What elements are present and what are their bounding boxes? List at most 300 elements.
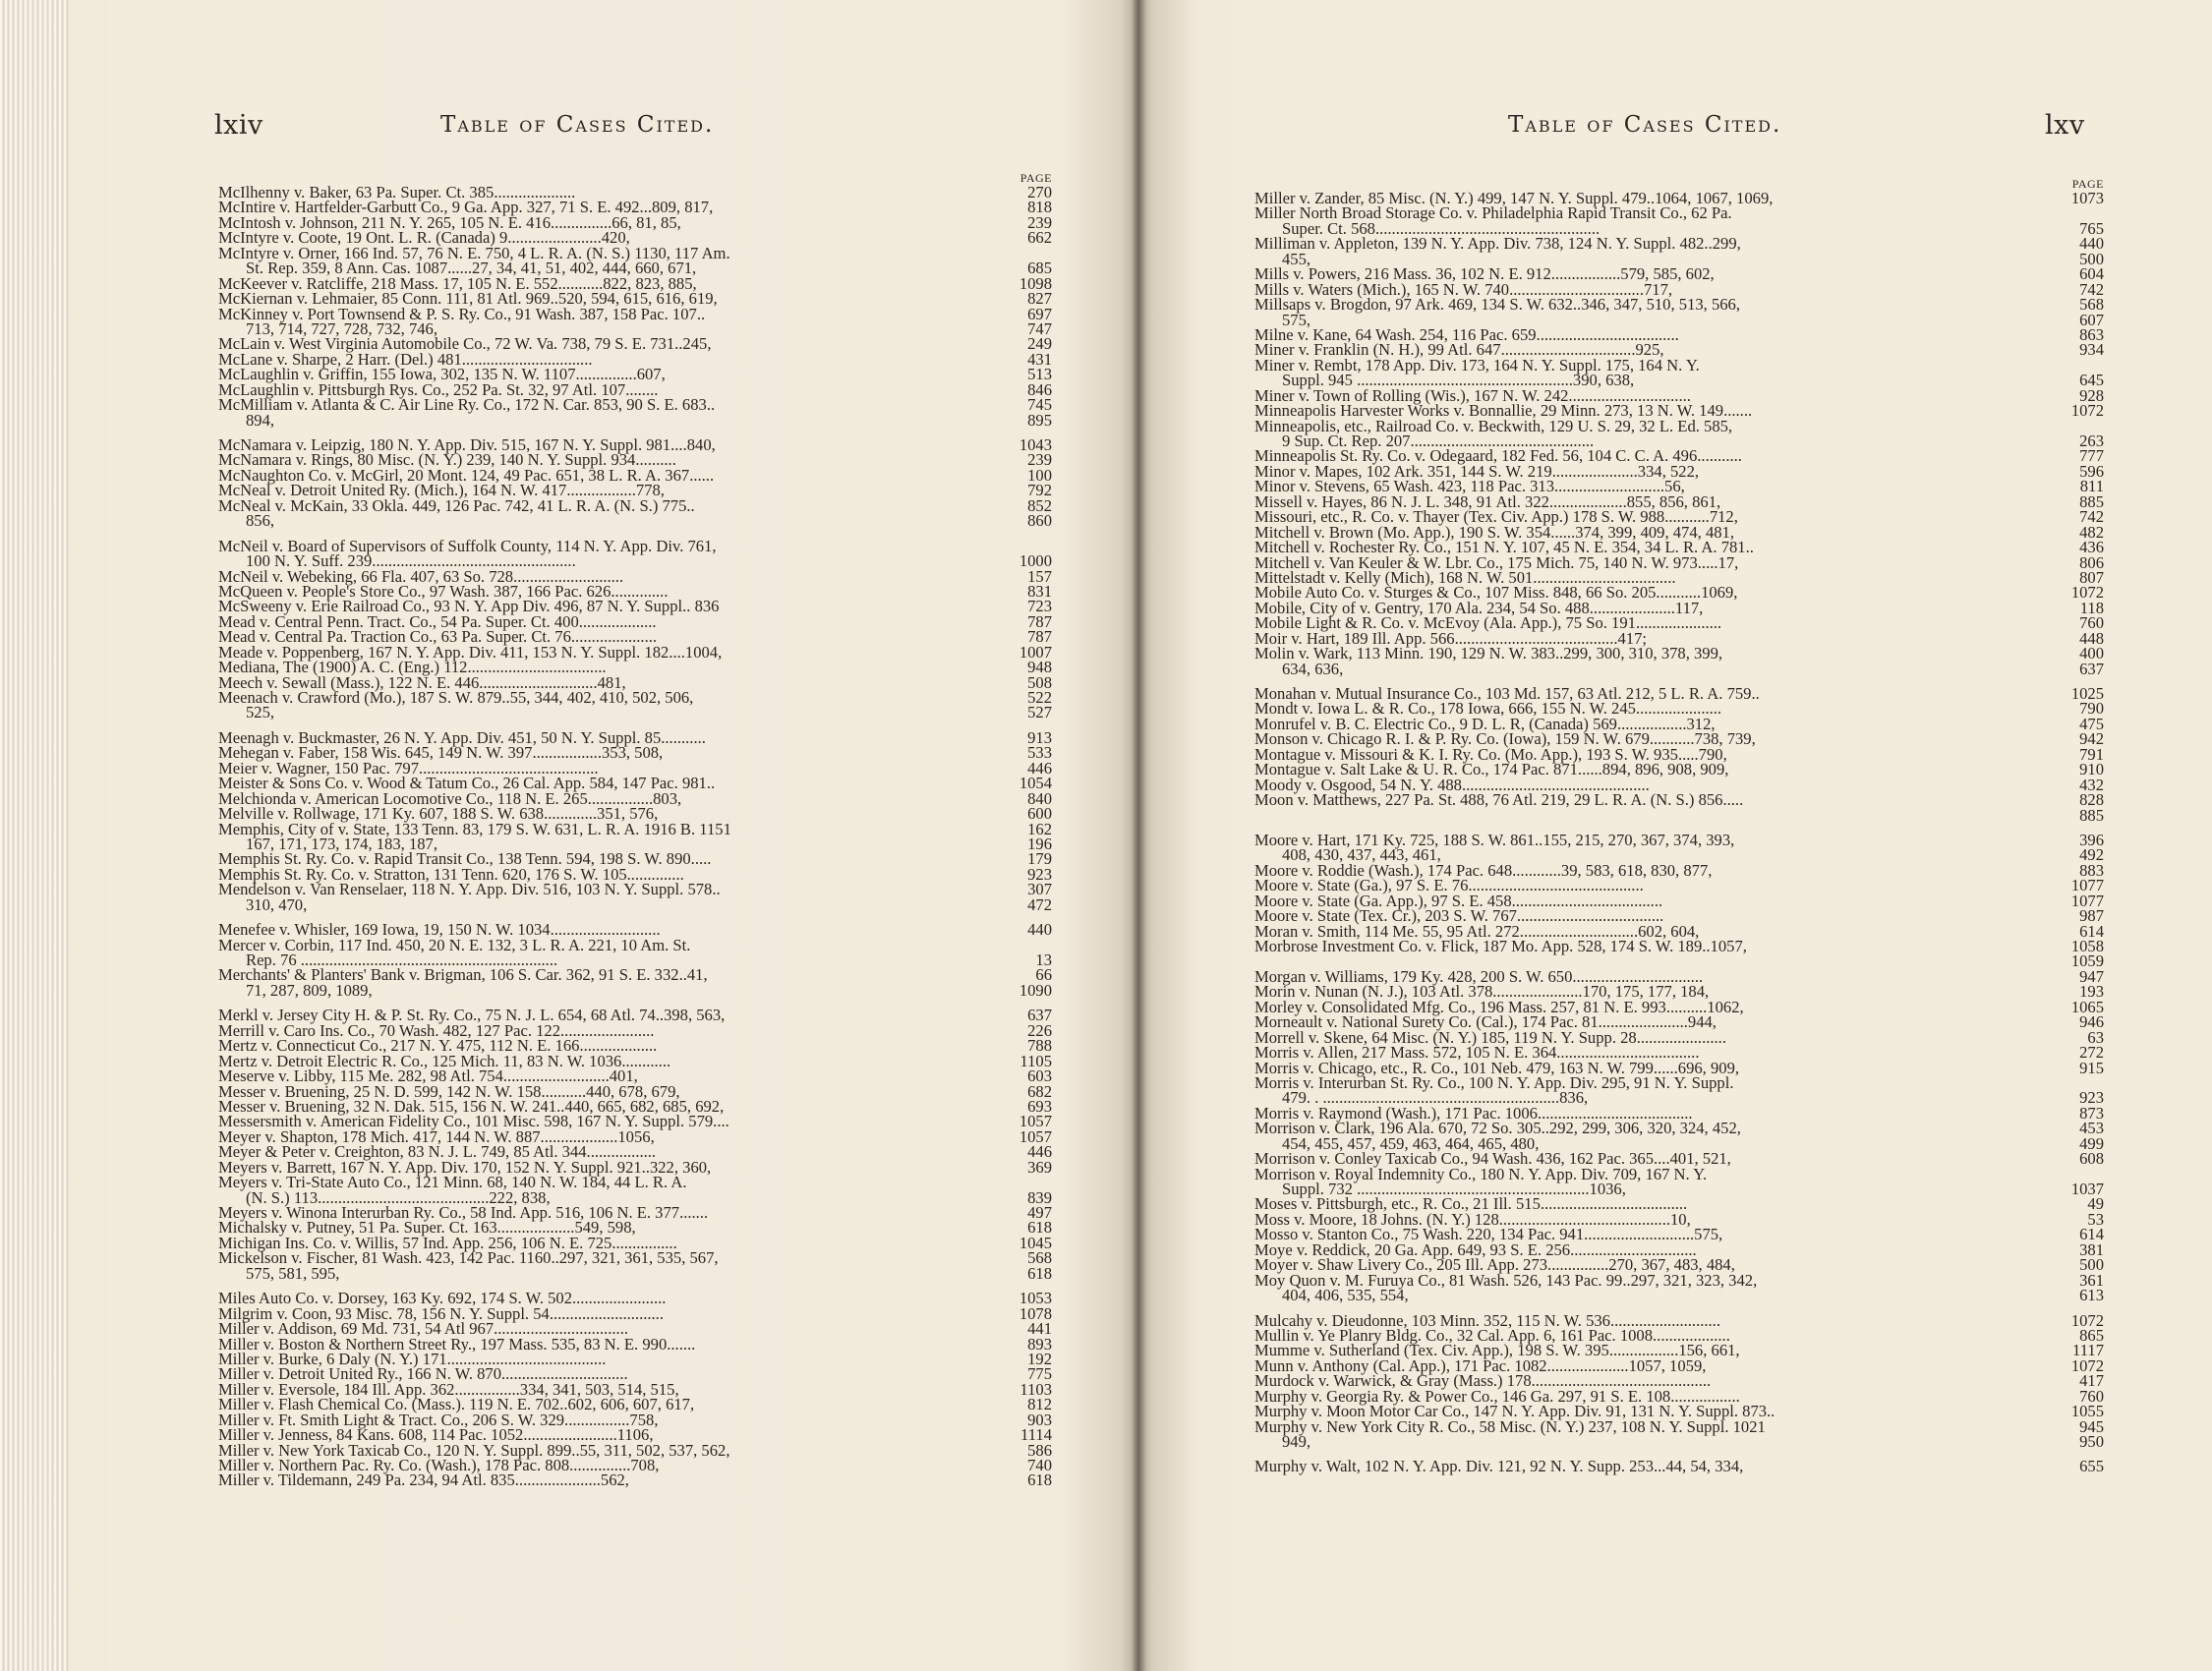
page-edges (0, 0, 69, 1671)
page-reference: 66 (1035, 965, 1052, 985)
case-entry (218, 397, 1052, 428)
page-reference: 533 (1027, 743, 1052, 763)
page-reference: 1025 (2070, 684, 2104, 703)
case-citation: Morris v. Allen, 217 Mass. 572, 105 N. E. 364................................... (1254, 1043, 1700, 1063)
case-citation: 71, 287, 809, 1089, (246, 980, 373, 1000)
case-citation: Miles Auto Co. v. Dorsey, 163 Ky. 692, 174 S. W. 502....................... (218, 1289, 667, 1308)
case-citation: McMilliam v. Atlanta & C. Air Line Ry. Co., 172 N. Car. 853, 90 S. E. 683.. (218, 395, 716, 415)
case-citation: 575, (1282, 310, 1311, 329)
case-citation: McNeal v. McKain, 33 Okla. 449, 126 Pac. 742, 41 L. R. A. (N. S.) 775.. (218, 495, 695, 515)
case-citation: Melville v. Rollwage, 171 Ky. 607, 188 S. W. 638.............351, 576, (218, 804, 659, 824)
page-reference: 950 (2079, 1432, 2104, 1451)
page-reference: 157 (1027, 566, 1052, 586)
page-reference: 500 (2079, 249, 2104, 268)
page-reference: 1065 (2070, 997, 2104, 1016)
page-reference: 432 (2079, 775, 2104, 794)
case-citation: 894, (246, 410, 275, 430)
case-citation: Meyer & Peter v. Creighton, 83 N. J. L. 749, 85 Atl. 344................. (218, 1142, 657, 1162)
case-citation: Murphy v. Moon Motor Car Co., 147 N. Y. App. Div. 91, 131 N. Y. Suppl. 873.. (1254, 1402, 1775, 1421)
case-citation: Moses v. Pittsburgh, etc., R. Co., 21 Ill. 515.................................... (1254, 1194, 1688, 1214)
page-reference: 788 (1027, 1036, 1052, 1056)
case-citation: Miller v. Boston & Northern Street Ry., 197 Mass. 535, 83 N. E. 990....... (218, 1334, 696, 1354)
page-reference: 1058 (2070, 937, 2104, 955)
page-reference: 742 (2079, 507, 2104, 527)
case-line (218, 495, 1052, 515)
page-reference: 604 (2079, 264, 2104, 284)
case-citation: McIlhenny v. Baker, 63 Pa. Super. Ct. 385.................... (218, 183, 576, 202)
page-column-label: PAGE (1019, 171, 1052, 185)
case-citation: Miller v. Northern Pac. Ry. Co. (Wash.), 178 Pac. 808...............708, (218, 1456, 660, 1474)
page-reference: 827 (1027, 289, 1052, 309)
page-reference: 49 (2087, 1194, 2104, 1214)
case-citation: Murphy v. Georgia Ry. & Power Co., 146 Ga. 297, 91 S. E. 108................. (1254, 1386, 1740, 1406)
page-reference: 417 (2079, 1371, 2104, 1391)
case-citation: Meade v. Poppenberg, 167 N. Y. App. Div. 411, 153 N. Y. Suppl. 182....1004, (218, 642, 723, 662)
page-reference: 915 (2079, 1058, 2104, 1077)
page-reference: 400 (2079, 644, 2104, 663)
page-reference: 1090 (1019, 980, 1052, 1000)
page-reference: 745 (1027, 395, 1052, 415)
case-citation: Michigan Ins. Co. v. Willis, 57 Ind. App. 256, 106 N. E. 725................ (218, 1233, 677, 1252)
page-reference: 760 (2079, 613, 2104, 633)
case-citation: Moon v. Matthews, 227 Pa. St. 488, 76 Atl. 219, 29 L. R. A. (N. S.) 856..... (1254, 790, 1744, 810)
page-reference: 1105 (1019, 1051, 1052, 1070)
case-entry (1254, 1164, 2104, 1198)
page-reference: 740 (1027, 1456, 1052, 1474)
page-reference: 655 (2079, 1457, 2104, 1476)
case-citation: Montague v. Missouri & K. I. Ry. Co. (Mo. App.), 193 S. W. 935.....790, (1254, 744, 1727, 764)
case-citation: Milgrim v. Coon, 93 Misc. 78, 156 N. Y. Suppl. 54............................ (218, 1303, 664, 1323)
page-reference: 934 (2079, 340, 2104, 360)
page-reference: 1072 (2070, 1355, 2104, 1375)
case-citation: Memphis St. Ry. Co. v. Rapid Transit Co., 138 Tenn. 594, 198 S. W. 890..... (218, 849, 712, 869)
page-reference: 63 (2087, 1027, 2104, 1047)
case-citation: McNeil v. Board of Supervisors of Suffolk County, 114 N. Y. App. Div. 761, (218, 536, 717, 555)
page-reference: 1077 (2070, 876, 2104, 895)
case-citation: 634, 636, (1282, 659, 1344, 678)
case-line (218, 880, 1052, 899)
case-citation: Minneapolis Harvester Works v. Bonnallie, 29 Minn. 273, 13 N. W. 149....... (1254, 401, 1753, 421)
page-reference: 852 (1027, 495, 1052, 515)
case-citation: Rep. 76 ............................................................... (246, 951, 558, 969)
case-citation: Molin v. Wark, 113 Minn. 190, 129 N. W. 383..299, 300, 310, 378, 399, (1254, 644, 1723, 663)
case-citation: Minor v. Stevens, 65 Wash. 423, 118 Pac. 313...........................56, (1254, 477, 1685, 496)
case-citation: Moore v. Roddie (Wash.), 174 Pac. 648............39, 583, 618, 830, 877, (1254, 860, 1713, 880)
page-reference: 431 (1027, 349, 1052, 369)
case-citation: Miller v. Burke, 6 Daly (N. Y.) 171....................................... (218, 1349, 607, 1368)
page-reference: 508 (1027, 672, 1052, 692)
case-citation: Miner v. Franklin (N. H.), 99 Atl. 647.................................925, (1254, 340, 1664, 360)
page-reference: 1078 (1019, 1303, 1052, 1323)
case-citation: Mediana, The (1900) A. C. (Eng.) 112.................................. (218, 658, 607, 677)
page-reference: 13 (1035, 951, 1052, 969)
case-citation: McNeal v. Detroit United Ry. (Mich.), 164 N. W. 417.................778, (218, 481, 665, 500)
case-citation: McIntyre v. Orner, 166 Ind. 57, 76 N. E. 750, 4 L. R. A. (N. S.) 1130, 117 Am. (218, 243, 730, 262)
case-citation: Meenagh v. Buckmaster, 26 N. Y. App. Div. 451, 50 N. Y. Suppl. 85........... (218, 727, 706, 747)
page-reference: 1007 (1019, 642, 1052, 662)
page-reference: 839 (1027, 1187, 1052, 1207)
case-continuation-line (218, 705, 1052, 720)
case-citation: Moye v. Reddick, 20 Ga. App. 649, 93 S. E. 256............................... (1254, 1239, 1697, 1259)
page-reference: 527 (1027, 703, 1052, 722)
case-citation: Meyers v. Barrett, 167 N. Y. App. Div. 170, 152 N. Y. Suppl. 921..322, 360, (218, 1157, 712, 1177)
case-citation: Munn v. Anthony (Cal. App.), 171 Pac. 1082....................1057, 1059, (1254, 1355, 1707, 1375)
page-reference: 436 (2079, 538, 2104, 557)
page-reference: 272 (2079, 1043, 2104, 1063)
case-entry (218, 1175, 1052, 1205)
case-citation: McNamara v. Rings, 80 Misc. (N. Y.) 239, 140 N. Y. Suppl. 934.......... (218, 450, 676, 470)
case-citation: Mendelson v. Van Renselaer, 118 N. Y. App. Div. 516, 103 N. Y. Suppl. 578.. (218, 880, 721, 899)
page-reference: 307 (1027, 880, 1052, 899)
page-reference: 790 (2079, 699, 2104, 719)
case-entry (1254, 939, 2104, 969)
case-citation: Suppl. 945 .....................................................390, 638, (1282, 371, 1635, 390)
case-citation: Minneapolis, etc., Railroad Co. v. Beckwith, 129 U. S. 29, 32 L. Ed. 585, (1254, 416, 1733, 435)
page-reference: 226 (1027, 1020, 1052, 1040)
page-reference: 603 (1027, 1066, 1052, 1086)
page-reference: 497 (1027, 1203, 1052, 1222)
case-citation: Michalsky v. Putney, 51 Pa. Super. Ct. 163...................549, 598, (218, 1218, 636, 1238)
page-reference: 361 (2079, 1270, 2104, 1290)
page-reference: 568 (1027, 1248, 1052, 1268)
case-line (1254, 939, 2104, 953)
case-line (218, 1470, 1052, 1490)
case-citation: Mickelson v. Fischer, 81 Wash. 423, 142 Pac. 1160..297, 321, 361, 535, 567, (218, 1248, 719, 1268)
page-reference: 873 (2079, 1103, 2104, 1123)
case-list (1254, 177, 2104, 1474)
page-reference: 765 (2079, 218, 2104, 238)
case-citation: Miller North Broad Storage Co. v. Philadelphia Rapid Transit Co., 62 Pa. (1254, 203, 1732, 223)
page-reference: 440 (1027, 920, 1052, 940)
case-citation: Miller v. Addison, 69 Md. 731, 54 Atl 967................................. (218, 1319, 629, 1339)
case-citation: Monson v. Chicago R. I. & P. Ry. Co. (Iowa), 159 N. W. 679...........738, 739, (1254, 729, 1756, 749)
page-reference: 475 (2079, 714, 2104, 733)
case-citation: McIntyre v. Coote, 19 Ont. L. R. (Canada) 9.......................420, (218, 228, 630, 248)
right-page (1138, 0, 2212, 1671)
case-citation: McIntire v. Hartfelder-Garbutt Co., 9 Ga. App. 327, 71 S. E. 492...809, 817, (218, 198, 714, 217)
case-citation: 454, 455, 457, 459, 463, 464, 465, 480, (1282, 1133, 1540, 1153)
page-reference: 249 (1027, 334, 1052, 354)
page-reference: 903 (1027, 1410, 1052, 1429)
case-citation: Milliman v. Appleton, 139 N. Y. App. Div. 738, 124 N. Y. Suppl. 482..299, (1254, 234, 1741, 254)
case-entry (1254, 1072, 2104, 1108)
case-citation: McNaughton Co. v. McGirl, 20 Mont. 124, 49 Pac. 651, 38 L. R. A. 367...... (218, 465, 715, 485)
case-citation: Morin v. Nunan (N. J.), 103 Atl. 378......................170, 175, 177, 184, (1254, 982, 1710, 1002)
case-entry (218, 536, 1052, 571)
page-reference: 446 (1027, 1142, 1052, 1162)
case-line (1254, 234, 2104, 254)
case-continuation-line (218, 410, 1052, 430)
page-reference: 806 (2079, 552, 2104, 572)
page-reference: 1072 (2070, 583, 2104, 603)
page-reference: 396 (2079, 830, 2104, 849)
case-citation: Mobile, City of v. Gentry, 170 Ala. 234, 54 So. 488.....................117, (1254, 598, 1704, 617)
page-reference: 787 (1027, 611, 1052, 631)
case-citation: McLain v. West Virginia Automobile Co., 72 W. Va. 738, 79 S. E. 731..245, (218, 334, 712, 354)
case-citation: Mertz v. Detroit Electric R. Co., 125 Mich. 11, 83 N. W. 1036............ (218, 1051, 671, 1070)
case-citation: Moody v. Osgood, 54 N. Y. 488.............................................. (1254, 775, 1650, 794)
page-reference: 760 (2079, 1386, 2104, 1406)
case-citation: Milne v. Kane, 64 Wash. 254, 116 Pac. 659................................... (1254, 324, 1679, 344)
case-citation: Miller v. Zander, 85 Misc. (N. Y.) 499, 147 N. Y. Suppl. 479..1064, 1067, 1069, (1254, 189, 1774, 207)
page-reference: 895 (1027, 410, 1052, 430)
case-entry (1254, 1457, 2104, 1476)
case-citation: Menefee v. Whisler, 169 Iowa, 19, 150 N. W. 1034........................... (218, 920, 661, 940)
page-column-label: PAGE (2071, 177, 2104, 191)
case-citation: Morrison v. Royal Indemnity Co., 180 N. Y. App. Div. 709, 167 N. Y. (1254, 1164, 1708, 1183)
page-reference: 1045 (1019, 1233, 1052, 1252)
case-citation: 310, 470, (246, 894, 308, 914)
page-reference: 1057 (1019, 1112, 1052, 1131)
case-citation: Meyers v. Tri-State Auto Co., 121 Minn. 68, 140 N. W. 184, 44 L. R. A. (218, 1173, 687, 1192)
case-citation: Morgan v. Williams, 179 Ky. 428, 200 S. W. 650................................ (1254, 966, 1704, 986)
case-entry (1254, 1121, 2104, 1151)
page-reference: 923 (2079, 1088, 2104, 1108)
case-citation: Suppl. 732 .........................................................1036, (1282, 1180, 1626, 1198)
page-reference: 910 (2079, 760, 2104, 779)
case-list (218, 171, 1052, 1488)
page-reference: 865 (2079, 1325, 2104, 1345)
case-citation: Moore v. State (Ga.), 97 S. E. 76........................................... (1254, 876, 1644, 895)
case-continuation-line (1254, 805, 2104, 825)
page-reference: 513 (1027, 365, 1052, 384)
page-reference: 693 (1027, 1096, 1052, 1116)
case-citation: Monahan v. Mutual Insurance Co., 103 Md. 157, 63 Atl. 212, 5 L. R. A. 759.. (1254, 684, 1760, 703)
page-reference: 942 (2079, 729, 2104, 749)
case-citation: Mullin v. Ye Planry Bldg. Co., 32 Cal. App. 6, 161 Pac. 1008................... (1254, 1325, 1730, 1345)
case-continuation-line (218, 1263, 1052, 1283)
case-citation: Mosso v. Stanton Co., 75 Wash. 220, 134 Pac. 941...........................575, (1254, 1225, 1723, 1244)
page-reference: 787 (1027, 627, 1052, 647)
case-citation: Moss v. Moore, 18 Johns. (N. Y.) 128..........................................10, (1254, 1209, 1691, 1229)
case-entry (218, 967, 1052, 998)
case-entry (1254, 1416, 2104, 1451)
page-reference: 682 (1027, 1081, 1052, 1101)
page-number: lxiv (214, 110, 263, 141)
page-reference: 697 (1027, 304, 1052, 323)
case-citation: Messersmith v. American Fidelity Co., 101 Misc. 598, 167 N. Y. Suppl. 579.... (218, 1112, 729, 1131)
page-reference: 608 (2079, 1149, 2104, 1169)
case-citation: St. Rep. 359, 8 Ann. Cas. 1087......27, 34, 41, 51, 402, 444, 660, 671, (246, 259, 697, 278)
page-reference: 1077 (2070, 891, 2104, 910)
page-reference: 1057 (1019, 1126, 1052, 1146)
page-reference: 828 (2079, 790, 2104, 810)
case-entry (218, 1250, 1052, 1281)
case-entry (1254, 830, 2104, 865)
page-reference: 1043 (1019, 435, 1052, 454)
page-reference: 885 (2079, 491, 2104, 511)
case-citation: Miller v. Detroit United Ry., 166 N. W. 870............................... (218, 1364, 628, 1384)
case-continuation-line (218, 894, 1052, 914)
case-entry (1254, 236, 2104, 266)
case-citation: Morbrose Investment Co. v. Flick, 187 Mo. App. 528, 174 S. W. 189..1057, (1254, 937, 1747, 955)
page-reference: 441 (1027, 1319, 1052, 1339)
page-reference: 723 (1027, 597, 1052, 616)
case-entry (1254, 205, 2104, 236)
case-citation: Miner v. Town of Rolling (Wis.), 167 N. W. 242.............................. (1254, 385, 1691, 405)
case-citation: Moore v. State (Tex. Cr.), 203 S. W. 767.................................... (1254, 906, 1664, 926)
case-citation: Miller v. Eversole, 184 Ill. App. 362................334, 341, 503, 514, 515, (218, 1379, 679, 1399)
case-citation: Morneault v. National Surety Co. (Cal.), 174 Pac. 81......................944, (1254, 1012, 1717, 1032)
page-reference: 614 (2079, 921, 2104, 941)
case-citation: Meserve v. Libby, 115 Me. 282, 98 Atl. 754..........................401, (218, 1066, 638, 1086)
page-reference: 1054 (1019, 774, 1052, 793)
case-citation: Mobile Auto Co. v. Sturges & Co., 107 Miss. 848, 66 So. 205...........1069, (1254, 583, 1738, 603)
case-citation: McKiernan v. Lehmaier, 85 Conn. 111, 81 Atl. 969..520, 594, 615, 616, 619, (218, 289, 718, 309)
case-entry (1254, 297, 2104, 327)
case-citation: 9 Sup. Ct. Rep. 207............................................. (1282, 432, 1595, 450)
case-citation: Missell v. Hayes, 86 N. J. L. 348, 91 Atl. 322...................855, 856, 861, (1254, 491, 1721, 511)
case-entry (218, 935, 1052, 969)
case-citation: Mumme v. Sutherland (Tex. Civ. App.), 198 S. W. 395.................156, 661, (1254, 1341, 1740, 1360)
case-citation: Miller v. New York Taxicab Co., 120 N. Y. Suppl. 899..55, 311, 502, 537, 562, (218, 1440, 730, 1460)
page-reference: 1072 (2070, 1310, 2104, 1330)
page-reference: 637 (2079, 659, 2104, 678)
page-reference: 923 (1027, 864, 1052, 884)
case-citation: Murdock v. Warwick, & Gray (Mass.) 178............................................ (1254, 1371, 1712, 1391)
case-citation: 404, 406, 535, 554, (1282, 1286, 1409, 1305)
case-citation: Mitchell v. Rochester Ry. Co., 151 N. Y. 107, 45 N. E. 354, 34 L. R. A. 781.. (1254, 538, 1754, 557)
page-reference: 742 (2079, 279, 2104, 299)
book-gutter (1131, 0, 1146, 1671)
case-line (1254, 1457, 2104, 1476)
page-reference: 596 (2079, 461, 2104, 481)
page-reference: 472 (1027, 894, 1052, 914)
case-entry (218, 690, 1052, 720)
page-reference: 192 (1027, 1349, 1052, 1368)
case-citation: Memphis, City of v. State, 133 Tenn. 83, 179 S. W. 631, L. R. A. 1916 B. 1151 (218, 819, 731, 838)
page-reference: 1073 (2070, 189, 2104, 207)
case-citation: Miller v. Ft. Smith Light & Tract. Co., 206 S. W. 329................758, (218, 1410, 659, 1429)
case-citation: Mulcahy v. Dieudonne, 103 Minn. 352, 115 N. W. 536........................... (1254, 1310, 1720, 1330)
page-reference: 928 (2079, 385, 2104, 405)
case-citation: 408, 430, 437, 443, 461, (1282, 845, 1441, 865)
page-reference: 118 (2079, 598, 2104, 617)
case-citation: Minneapolis St. Ry. Co. v. Odegaard, 182 Fed. 56, 104 C. C. A. 496........... (1254, 446, 1742, 466)
page-reference: 662 (1027, 228, 1052, 248)
case-citation: Mills v. Powers, 216 Mass. 36, 102 N. E. 912.................579, 585, 602, (1254, 264, 1715, 284)
case-citation: McSweeny v. Erie Railroad Co., 93 N. Y. App Div. 496, 87 N. Y. Suppl.. 836 (218, 597, 720, 616)
case-citation: Montague v. Salt Lake & U. R. Co., 174 Pac. 871......894, 896, 908, 909, (1254, 760, 1729, 779)
page-reference: 883 (2079, 860, 2104, 880)
case-citation: 100 N. Y. Suff. 239.................................................. (246, 551, 576, 571)
case-citation: Mertz v. Connecticut Co., 217 N. Y. 475, 112 N. E. 166................... (218, 1036, 658, 1056)
page-reference: 499 (2079, 1133, 2104, 1153)
case-citation: 167, 171, 173, 174, 183, 187, (246, 834, 437, 853)
case-line (1254, 646, 2104, 661)
case-entry (218, 882, 1052, 912)
page-reference: 453 (2079, 1119, 2104, 1138)
page-reference: 196 (1027, 834, 1052, 853)
case-citation: Meyer v. Shapton, 178 Mich. 417, 144 N. W. 887...................1056, (218, 1126, 655, 1146)
case-citation: McNeil v. Webeking, 66 Fla. 407, 63 So. 728........................... (218, 566, 624, 586)
case-entry (1254, 355, 2104, 390)
page-reference: 53 (2087, 1209, 2104, 1229)
page-reference: 645 (2079, 371, 2104, 390)
page-reference: 448 (2079, 628, 2104, 648)
case-citation: Morrell v. Skene, 64 Misc. (N. Y.) 185, 119 N. Y. Supp. 28...................... (1254, 1027, 1726, 1047)
page-reference: 482 (2079, 522, 2104, 542)
case-citation: Merchants' & Planters' Bank v. Brigman, 106 S. Car. 362, 91 S. E. 332..41, (218, 965, 708, 985)
page-reference: 162 (1027, 819, 1052, 838)
page-reference: 893 (1027, 1334, 1052, 1354)
case-citation: Miner v. Rembt, 178 App. Div. 173, 164 N. Y. Suppl. 175, 164 N. Y. (1254, 355, 1700, 375)
case-citation: Mondt v. Iowa L. & R. Co., 178 Iowa, 666, 155 N. W. 245..................... (1254, 699, 1722, 719)
case-entry (218, 243, 1052, 278)
page-reference: 846 (1027, 379, 1052, 399)
case-entry (1254, 1270, 2104, 1305)
case-line (218, 395, 1052, 415)
case-citation: Memphis St. Ry. Co. v. Stratton, 131 Tenn. 620, 176 S. W. 105.............. (218, 864, 684, 884)
page-reference: 1114 (1020, 1425, 1052, 1445)
case-citation: Miller v. Tildemann, 249 Pa. 234, 94 Atl. 835.....................562, (218, 1470, 629, 1490)
case-citation: Mittelstadt v. Kelly (Mich), 168 N. W. 501................................... (1254, 567, 1676, 587)
page-reference: 607 (2079, 310, 2104, 329)
case-citation: Meyers v. Winona Interurban Ry. Co., 58 Ind. App. 516, 106 N. E. 377....... (218, 1203, 709, 1222)
case-citation: 479. . ..........................................................836, (1282, 1088, 1589, 1108)
case-citation: 713, 714, 727, 728, 732, 746, (246, 318, 437, 338)
page-reference: 179 (1027, 849, 1052, 869)
case-citation: Moir v. Hart, 189 Ill. App. 566........................................417; (1254, 628, 1648, 648)
case-citation: 949, (1282, 1432, 1311, 1451)
case-citation: McQueen v. People's Store Co., 97 Wash. 387, 166 Pac. 626.............. (218, 581, 669, 601)
page-reference: 775 (1027, 1364, 1052, 1384)
page-reference: 193 (2079, 982, 2104, 1002)
case-citation: Mills v. Waters (Mich.), 165 N. W. 740.................................717, (1254, 279, 1673, 299)
case-citation: McLaughlin v. Pittsburgh Rys. Co., 252 Pa. St. 32, 97 Atl. 107........ (218, 379, 659, 399)
case-line (1254, 295, 2104, 315)
case-citation: McLaughlin v. Griffin, 155 Iowa, 302, 135 N. W. 1107...............607, (218, 365, 666, 384)
case-citation: Merrill v. Caro Ins. Co., 70 Wash. 482, 127 Pac. 122....................... (218, 1020, 655, 1040)
case-citation: Moore v. Hart, 171 Ky. 725, 188 S. W. 861..155, 215, 270, 367, 374, 393, (1254, 830, 1735, 849)
case-citation: Morris v. Interurban St. Ry. Co., 100 N. Y. App. Div. 295, 91 N. Y. Suppl. (1254, 1072, 1734, 1092)
page-reference: 618 (1027, 1470, 1052, 1490)
case-line (218, 690, 1052, 705)
case-citation: Morley v. Consolidated Mfg. Co., 196 Mass. 257, 81 N. E. 993..........1062, (1254, 997, 1744, 1016)
case-citation: Monrufel v. B. C. Electric Co., 9 D. L. R, (Canada) 569.................312, (1254, 714, 1716, 733)
case-entry (218, 495, 1052, 531)
case-citation: Morrison v. Conley Taxicab Co., 94 Wash. 436, 162 Pac. 365....401, 521, (1254, 1149, 1731, 1169)
page-reference: 440 (2079, 234, 2104, 254)
case-citation: 856, (246, 511, 275, 531)
page-reference: 263 (2079, 432, 2104, 450)
case-citation: Murphy v. Walt, 102 N. Y. App. Div. 121, 92 N. Y. Supp. 253...44, 54, 334, (1254, 1457, 1744, 1476)
page-reference: 1103 (1019, 1379, 1052, 1399)
page-reference: 913 (1027, 727, 1052, 747)
page-reference: 1117 (2072, 1341, 2104, 1360)
page-reference: 811 (2079, 477, 2104, 496)
page-reference: 1000 (1019, 551, 1052, 571)
page-reference: 600 (1027, 804, 1052, 824)
case-citation: Messer v. Bruening, 25 N. D. 599, 142 N. W. 158...........440, 678, 679, (218, 1081, 680, 1101)
case-entry (1254, 792, 2104, 823)
page-reference: 831 (1027, 581, 1052, 601)
page-number: lxv (2045, 110, 2085, 141)
case-citation: 455, (1282, 249, 1311, 268)
case-continuation-line (1254, 659, 2104, 678)
case-citation: Mercer v. Corbin, 117 Ind. 450, 20 N. E. 132, 3 L. R. A. 221, 10 Am. St. (218, 935, 691, 954)
case-citation: Mead v. Central Pa. Traction Co., 63 Pa. Super. Ct. 76..................... (218, 627, 658, 647)
page-reference: 446 (1027, 758, 1052, 778)
case-entry (218, 819, 1052, 853)
case-citation: Melchionda v. American Locomotive Co., 118 N. E. 265................803, (218, 788, 682, 808)
case-citation: McLane v. Sharpe, 2 Harr. (Del.) 481................................ (218, 349, 593, 369)
case-entry (1254, 416, 2104, 450)
case-citation: 575, 581, 595, (246, 1263, 340, 1283)
page-reference: 807 (2079, 567, 2104, 587)
page-reference: 1037 (2070, 1180, 2104, 1198)
page-reference: 777 (2079, 446, 2104, 466)
